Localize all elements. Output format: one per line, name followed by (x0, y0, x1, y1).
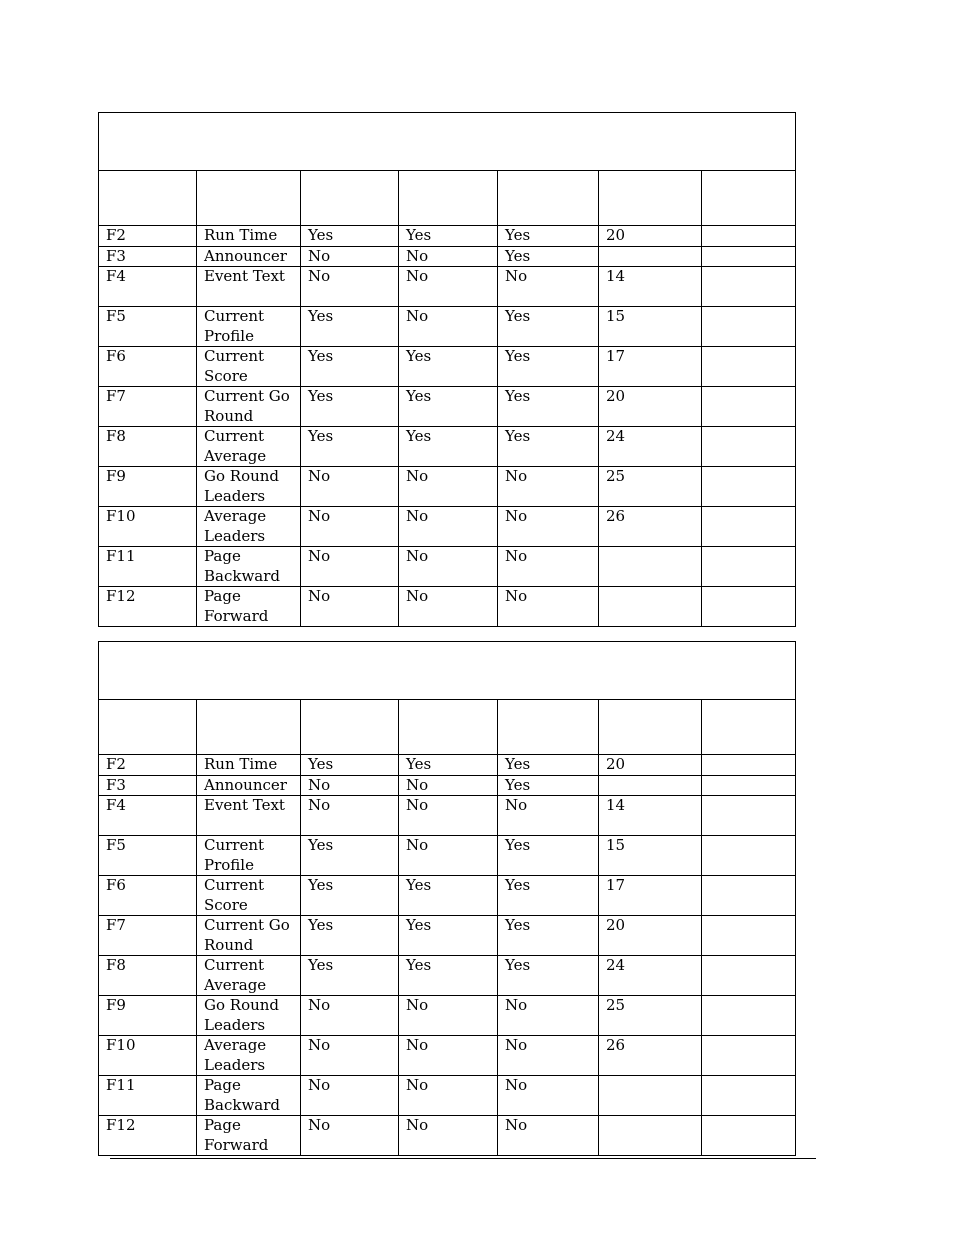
value-cell (702, 1076, 796, 1116)
value-cell: No (399, 547, 498, 587)
value-cell: Yes (399, 876, 498, 916)
value-cell: No (399, 796, 498, 836)
value-cell: Yes (301, 387, 399, 427)
value-cell: Yes (301, 226, 399, 247)
value-cell: Yes (498, 775, 599, 796)
value-cell (702, 587, 796, 627)
value-cell: No (301, 267, 399, 307)
number-cell: 17 (599, 347, 702, 387)
function-name-cell: Event Text (197, 267, 301, 307)
value-cell: Yes (498, 876, 599, 916)
function-name-cell: Page Forward (197, 1116, 301, 1156)
function-key-cell: F3 (99, 246, 197, 267)
table-row (99, 307, 796, 347)
number-cell (599, 1076, 702, 1116)
table-header-row (99, 700, 796, 755)
function-name-cell: Current Score (197, 347, 301, 387)
function-name-cell: Event Text (197, 796, 301, 836)
value-cell: No (498, 1116, 599, 1156)
value-cell: No (399, 587, 498, 627)
value-cell: Yes (399, 916, 498, 956)
value-cell: No (399, 1076, 498, 1116)
value-cell: No (301, 246, 399, 267)
value-cell: No (301, 587, 399, 627)
function-key-cell: F3 (99, 775, 197, 796)
function-name-cell: Go Round Leaders (197, 467, 301, 507)
value-cell: Yes (498, 307, 599, 347)
table-caption (99, 642, 796, 700)
value-cell: Yes (399, 347, 498, 387)
function-key-cell: F11 (99, 1076, 197, 1116)
value-cell: Yes (498, 226, 599, 247)
table-row (99, 755, 796, 776)
value-cell: No (399, 836, 498, 876)
value-cell: No (301, 775, 399, 796)
number-cell: 14 (599, 267, 702, 307)
table-row (99, 507, 796, 547)
table-row (99, 876, 796, 916)
table-row (99, 1036, 796, 1076)
value-cell: Yes (301, 836, 399, 876)
table-row (99, 1116, 796, 1156)
table-row (99, 547, 796, 587)
value-cell: No (399, 307, 498, 347)
function-key-cell: F6 (99, 347, 197, 387)
value-cell: No (399, 775, 498, 796)
table-row (99, 1076, 796, 1116)
function-key-cell: F8 (99, 956, 197, 996)
table-caption (99, 113, 796, 171)
value-cell: Yes (301, 876, 399, 916)
number-cell: 25 (599, 467, 702, 507)
function-name-cell: Page Backward (197, 1076, 301, 1116)
function-name-cell: Current Profile (197, 307, 301, 347)
value-cell (702, 246, 796, 267)
number-cell: 24 (599, 427, 702, 467)
table-row (99, 427, 796, 467)
number-cell (599, 775, 702, 796)
value-cell (702, 507, 796, 547)
number-cell: 20 (599, 387, 702, 427)
value-cell: Yes (498, 427, 599, 467)
value-cell: No (498, 467, 599, 507)
value-cell: No (301, 1036, 399, 1076)
function-key-cell: F5 (99, 836, 197, 876)
function-name-cell: Go Round Leaders (197, 996, 301, 1036)
header-cell (599, 171, 702, 226)
value-cell (702, 836, 796, 876)
number-cell: 15 (599, 836, 702, 876)
value-cell: Yes (498, 836, 599, 876)
value-cell (702, 1036, 796, 1076)
value-cell (702, 796, 796, 836)
header-cell (301, 700, 399, 755)
value-cell: Yes (399, 956, 498, 996)
function-key-cell: F5 (99, 307, 197, 347)
number-cell: 17 (599, 876, 702, 916)
function-name-cell: Announcer (197, 246, 301, 267)
value-cell (702, 755, 796, 776)
function-key-cell: F11 (99, 547, 197, 587)
value-cell: Yes (301, 956, 399, 996)
value-cell: Yes (498, 916, 599, 956)
header-cell (197, 171, 301, 226)
value-cell: Yes (399, 755, 498, 776)
value-cell (702, 876, 796, 916)
header-cell (99, 700, 197, 755)
header-cell (498, 700, 599, 755)
value-cell (702, 226, 796, 247)
value-cell: Yes (498, 246, 599, 267)
value-cell: No (498, 1036, 599, 1076)
header-cell (399, 171, 498, 226)
number-cell: 26 (599, 507, 702, 547)
value-cell (702, 307, 796, 347)
function-key-table-2 (98, 641, 796, 1156)
table-caption-row (99, 642, 796, 700)
value-cell: No (399, 1036, 498, 1076)
function-name-cell: Current Score (197, 876, 301, 916)
value-cell: No (498, 1076, 599, 1116)
number-cell: 20 (599, 755, 702, 776)
value-cell: Yes (498, 347, 599, 387)
value-cell: No (301, 1116, 399, 1156)
table-header-row (99, 171, 796, 226)
function-key-cell: F9 (99, 996, 197, 1036)
header-cell (702, 700, 796, 755)
function-name-cell: Current Go Round (197, 387, 301, 427)
value-cell: No (498, 996, 599, 1036)
table-row (99, 587, 796, 627)
value-cell: Yes (498, 956, 599, 996)
header-cell (301, 171, 399, 226)
value-cell: Yes (498, 387, 599, 427)
value-cell: No (399, 507, 498, 547)
header-cell (599, 700, 702, 755)
value-cell (702, 956, 796, 996)
value-cell: No (399, 467, 498, 507)
function-name-cell: Current Go Round (197, 916, 301, 956)
value-cell (702, 467, 796, 507)
table-row (99, 467, 796, 507)
number-cell (599, 1116, 702, 1156)
number-cell: 20 (599, 226, 702, 247)
value-cell: No (399, 1116, 498, 1156)
value-cell: Yes (399, 387, 498, 427)
value-cell (702, 916, 796, 956)
value-cell (702, 387, 796, 427)
table-row (99, 836, 796, 876)
value-cell: Yes (301, 916, 399, 956)
value-cell: No (301, 796, 399, 836)
value-cell: No (301, 1076, 399, 1116)
table-row (99, 916, 796, 956)
value-cell: Yes (301, 755, 399, 776)
value-cell: No (399, 246, 498, 267)
number-cell: 20 (599, 916, 702, 956)
value-cell: No (498, 587, 599, 627)
value-cell (702, 547, 796, 587)
value-cell: No (399, 267, 498, 307)
number-cell: 14 (599, 796, 702, 836)
function-name-cell: Average Leaders (197, 507, 301, 547)
value-cell: No (301, 547, 399, 587)
value-cell (702, 1116, 796, 1156)
value-cell: Yes (399, 427, 498, 467)
function-name-cell: Run Time (197, 755, 301, 776)
value-cell (702, 996, 796, 1036)
table-row (99, 956, 796, 996)
table-row (99, 246, 796, 267)
value-cell: No (498, 547, 599, 587)
function-key-cell: F4 (99, 267, 197, 307)
value-cell: Yes (498, 755, 599, 776)
function-name-cell: Average Leaders (197, 1036, 301, 1076)
function-name-cell: Page Forward (197, 587, 301, 627)
table-row (99, 387, 796, 427)
value-cell: Yes (399, 226, 498, 247)
table-row (99, 796, 796, 836)
value-cell: No (301, 996, 399, 1036)
table-row (99, 996, 796, 1036)
function-key-cell: F7 (99, 916, 197, 956)
value-cell (702, 347, 796, 387)
function-key-cell: F10 (99, 507, 197, 547)
header-cell (498, 171, 599, 226)
function-key-cell: F4 (99, 796, 197, 836)
table-row (99, 775, 796, 796)
value-cell (702, 775, 796, 796)
table-row (99, 226, 796, 247)
number-cell: 15 (599, 307, 702, 347)
table-row (99, 347, 796, 387)
value-cell: No (498, 507, 599, 547)
function-name-cell: Current Profile (197, 836, 301, 876)
table-caption-row (99, 113, 796, 171)
function-name-cell: Announcer (197, 775, 301, 796)
number-cell (599, 587, 702, 627)
function-key-cell: F12 (99, 587, 197, 627)
value-cell (702, 267, 796, 307)
function-key-table-1 (98, 112, 796, 627)
value-cell: Yes (301, 427, 399, 467)
value-cell: Yes (301, 307, 399, 347)
value-cell: No (498, 267, 599, 307)
table-row (99, 267, 796, 307)
number-cell: 25 (599, 996, 702, 1036)
table-body-1 (99, 113, 796, 627)
function-key-cell: F7 (99, 387, 197, 427)
function-key-cell: F10 (99, 1036, 197, 1076)
number-cell (599, 246, 702, 267)
function-key-cell: F8 (99, 427, 197, 467)
value-cell: No (301, 507, 399, 547)
header-cell (99, 171, 197, 226)
table-body-2 (99, 642, 796, 1156)
function-key-cell: F2 (99, 755, 197, 776)
number-cell: 24 (599, 956, 702, 996)
header-cell (702, 171, 796, 226)
function-name-cell: Current Average (197, 956, 301, 996)
function-key-cell: F9 (99, 467, 197, 507)
header-cell (399, 700, 498, 755)
value-cell (702, 427, 796, 467)
function-key-cell: F12 (99, 1116, 197, 1156)
function-key-cell: F6 (99, 876, 197, 916)
footer-rule (110, 1158, 816, 1159)
value-cell: No (399, 996, 498, 1036)
value-cell: Yes (301, 347, 399, 387)
header-cell (197, 700, 301, 755)
value-cell: No (498, 796, 599, 836)
number-cell (599, 547, 702, 587)
function-name-cell: Current Average (197, 427, 301, 467)
function-name-cell: Page Backward (197, 547, 301, 587)
function-key-cell: F2 (99, 226, 197, 247)
value-cell: No (301, 467, 399, 507)
number-cell: 26 (599, 1036, 702, 1076)
function-name-cell: Run Time (197, 226, 301, 247)
